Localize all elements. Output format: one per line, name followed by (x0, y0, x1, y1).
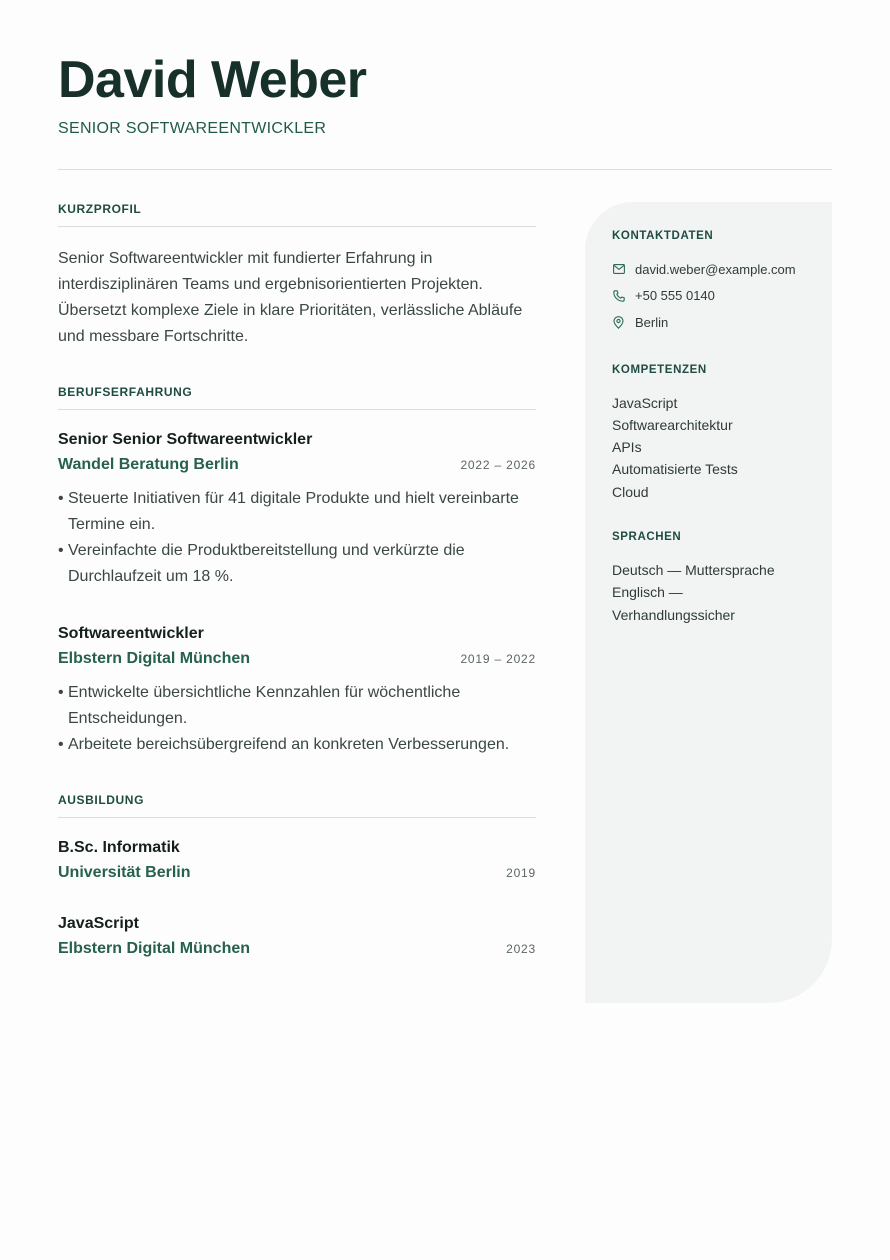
contact-email[interactable] (612, 256, 806, 283)
languages-section (612, 531, 806, 626)
skills-list (612, 392, 806, 503)
skills-heading: KOMPETENZEN (612, 363, 707, 376)
experience-heading: BERUFSERFAHRUNG (58, 385, 536, 410)
education-school: Universität Berlin (58, 864, 191, 881)
languages-list (612, 559, 806, 626)
contact-email-text: david.weber@example.com (635, 261, 796, 277)
job-dates: 2022 – 2026 (460, 458, 536, 472)
languages-heading: SPRACHEN (612, 530, 682, 543)
job-company: Elbstern Digital München (58, 650, 251, 667)
skill-item: Softwarearchitektur (612, 416, 733, 433)
education-entry (58, 838, 536, 882)
education-school: Elbstern Digital München (58, 940, 251, 957)
profile-heading: KURZPROFIL (58, 202, 536, 227)
job-bullet: • Entwickelte übersichtliche Kennzahlen für wöchentliche Entscheidungen. (58, 680, 536, 732)
education-degree: B.Sc. Informatik (58, 839, 180, 856)
education-year: 2019 (506, 866, 536, 880)
language-item: Deutsch — Muttersprache (612, 561, 775, 578)
profile-text: Senior Softwareentwickler mit fundierter Erfahrung in interdisziplinären Teams und ergebnisorientierten Projekten. Übersetzt komplexe Ziele in klare Prioritäten, verlässliche Abläufe und messbare Fortschritte. (58, 250, 523, 345)
job-bullets (58, 486, 536, 590)
skill-item: Automatisierte Tests (612, 461, 738, 478)
job-bullet: • Arbeitete bereichsübergreifend an konkreten Verbesserungen. (58, 732, 536, 758)
contact-phone[interactable] (612, 283, 806, 310)
education-entry (58, 914, 536, 958)
location-pin-icon (612, 316, 625, 329)
header-divider (58, 169, 832, 170)
education-section (58, 793, 536, 958)
experience-section (58, 385, 536, 758)
language-item: Verhandlungssicher (612, 606, 735, 623)
mail-icon (612, 263, 625, 276)
job-entry (58, 624, 536, 758)
skill-item: Cloud (612, 483, 649, 500)
job-entry (58, 430, 536, 590)
sidebar (585, 202, 832, 1003)
job-bullet: • Steuerte Initiativen für 41 digitale Produkte und hielt vereinbarte Termine ein. (58, 486, 536, 538)
job-dates: 2019 – 2022 (460, 652, 536, 666)
skill-item: APIs (612, 439, 642, 456)
main-column (58, 202, 536, 958)
job-meta (58, 650, 536, 668)
contact-heading: KONTAKTDATEN (612, 230, 714, 242)
contact-section (612, 230, 806, 336)
phone-icon (612, 289, 625, 302)
job-title: Softwareentwickler (58, 625, 204, 642)
skill-item: JavaScript (612, 394, 678, 411)
education-year: 2023 (506, 942, 536, 956)
job-bullets (58, 680, 536, 758)
job-company: Wandel Beratung Berlin (58, 456, 239, 473)
education-degree: JavaScript (58, 915, 139, 932)
language-item: Englisch — (612, 584, 683, 601)
candidate-name: David Weber (58, 51, 367, 109)
contact-list (612, 256, 806, 336)
education-meta (58, 940, 536, 958)
skills-section (612, 364, 806, 503)
education-meta (58, 864, 536, 882)
contact-location (612, 309, 806, 336)
job-title: Senior Senior Softwareentwickler (58, 431, 313, 448)
candidate-role: SENIOR SOFTWAREENTWICKLER (58, 120, 327, 137)
profile-section (58, 202, 536, 350)
job-meta (58, 456, 536, 474)
job-bullet: • Vereinfachte die Produktbereitstellung und verkürzte die Durchlaufzeit um 18 %. (58, 538, 536, 590)
contact-location-text: Berlin (635, 314, 669, 330)
contact-phone-text: +50 555 0140 (635, 288, 715, 304)
education-heading: AUSBILDUNG (58, 793, 536, 818)
